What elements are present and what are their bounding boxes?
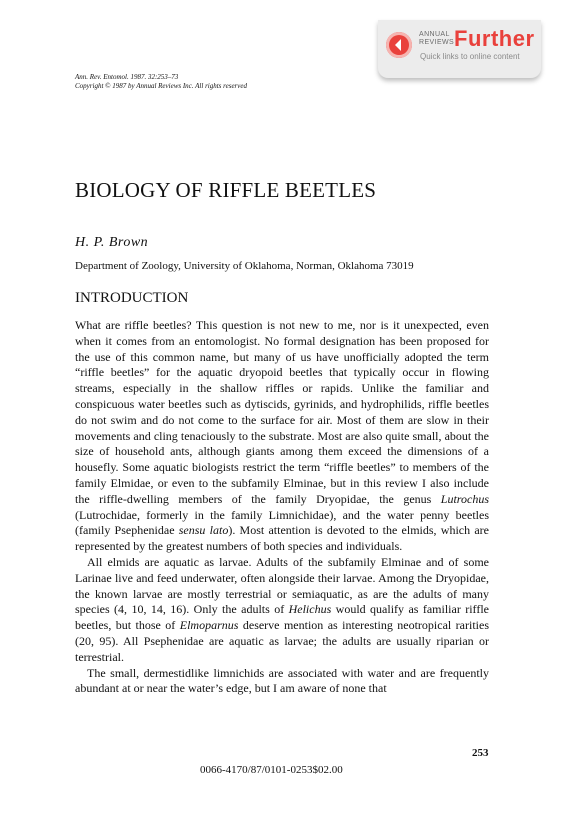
section-heading: INTRODUCTION [75, 290, 189, 306]
footer-code: 0066-4170/87/0101-0253$02.00 [200, 764, 343, 776]
paragraph [75, 318, 489, 555]
paragraph [75, 666, 489, 698]
paragraph-italic-term: Helichus [288, 602, 332, 617]
paragraph-italic-term: Elmoparnus [179, 618, 239, 633]
paragraph-text: deserve mention as interesting neotropical rarities (20, 95). All Psephenidae are aquatic as larvae; the adults are usually riparian or terrestrial. [75, 618, 489, 664]
paragraph-text: (Lutrochidae, formerly in the family Limnichidae), and the water penny beetles (family Psephenidae [75, 507, 489, 538]
paragraph-text: ). Most attention is devoted to the elmids, which are represented by the greatest numbers of both species and individuals. [75, 523, 489, 554]
journal-citation: Ann. Rev. Entomol. 1987. 32:253–73 [75, 73, 179, 81]
annual-reviews-further-badge[interactable] [378, 20, 541, 78]
author-affiliation: Department of Zoology, University of Oklahoma, Norman, Oklahoma 73019 [75, 260, 414, 272]
author-name: H. P. Brown [75, 235, 149, 250]
body-text [75, 318, 489, 697]
paragraph-italic-term: Lutrochus [440, 491, 489, 506]
paragraph-text: All elmids are aquatic as larvae. Adults of the subfamily Elminae and of some Larinae live and feed underwater, often alongside their larvae. Among the Dryopidae, the known larvae are mostly terrestrial or semiaquatic, as are the adults of many species (4, 10, 14, 16). Only the adults of [75, 554, 489, 617]
badge-annual-reviews-label: ANNUAL REVIEWS [419, 31, 455, 46]
page-number: 253 [472, 747, 489, 759]
paragraph-italic-term: sensu lato [178, 523, 229, 538]
article-title: BIOLOGY OF RIFFLE BEETLES [75, 178, 377, 202]
paragraph-text: would qualify as familiar riffle beetles, but those of [75, 602, 489, 633]
copyright-line: Copyright © 1987 by Annual Reviews Inc. All rights reserved [75, 82, 247, 90]
citation-block [75, 73, 247, 91]
paragraph-text: What are riffle beetles? This question is not new to me, nor is it unexpected, even when it comes from an entomologist. No formal designation has been proposed for the use of this common name, but many of us have unofficially adopted the term “riffle beetles” for the aquatic dryopoid beetles that typically occur in flowing streams, especially in the shallow riffles or rapids. Unlike the familiar and conspicuous water beetles such as dytiscids, gyrinids, and hydrophilids, riffle beetles do not swim and do not come to the surface for air. Most of them are slow in their movements and cling tenaciously to the substrate. Most are also quite small, about the size of household ants, although giants among them exceed the dimensions of a housefly. Some aquatic biologists restrict the term “riffle beetles” to members of the family Elmidae, or even to the subfamily Elminae, but in this review I also include the riffle-dwelling members of the family Dryopidae, the genus [75, 318, 489, 506]
paragraph [75, 555, 489, 666]
badge-further-label: Further [454, 26, 535, 51]
play-arrow-icon [386, 32, 412, 58]
badge-subtitle: Quick links to online content [420, 52, 520, 61]
paragraph-text: The small, dermestidlike limnichids are associated with water and are frequently abundant at or near the water’s edge, but I am aware of none that [75, 665, 489, 696]
